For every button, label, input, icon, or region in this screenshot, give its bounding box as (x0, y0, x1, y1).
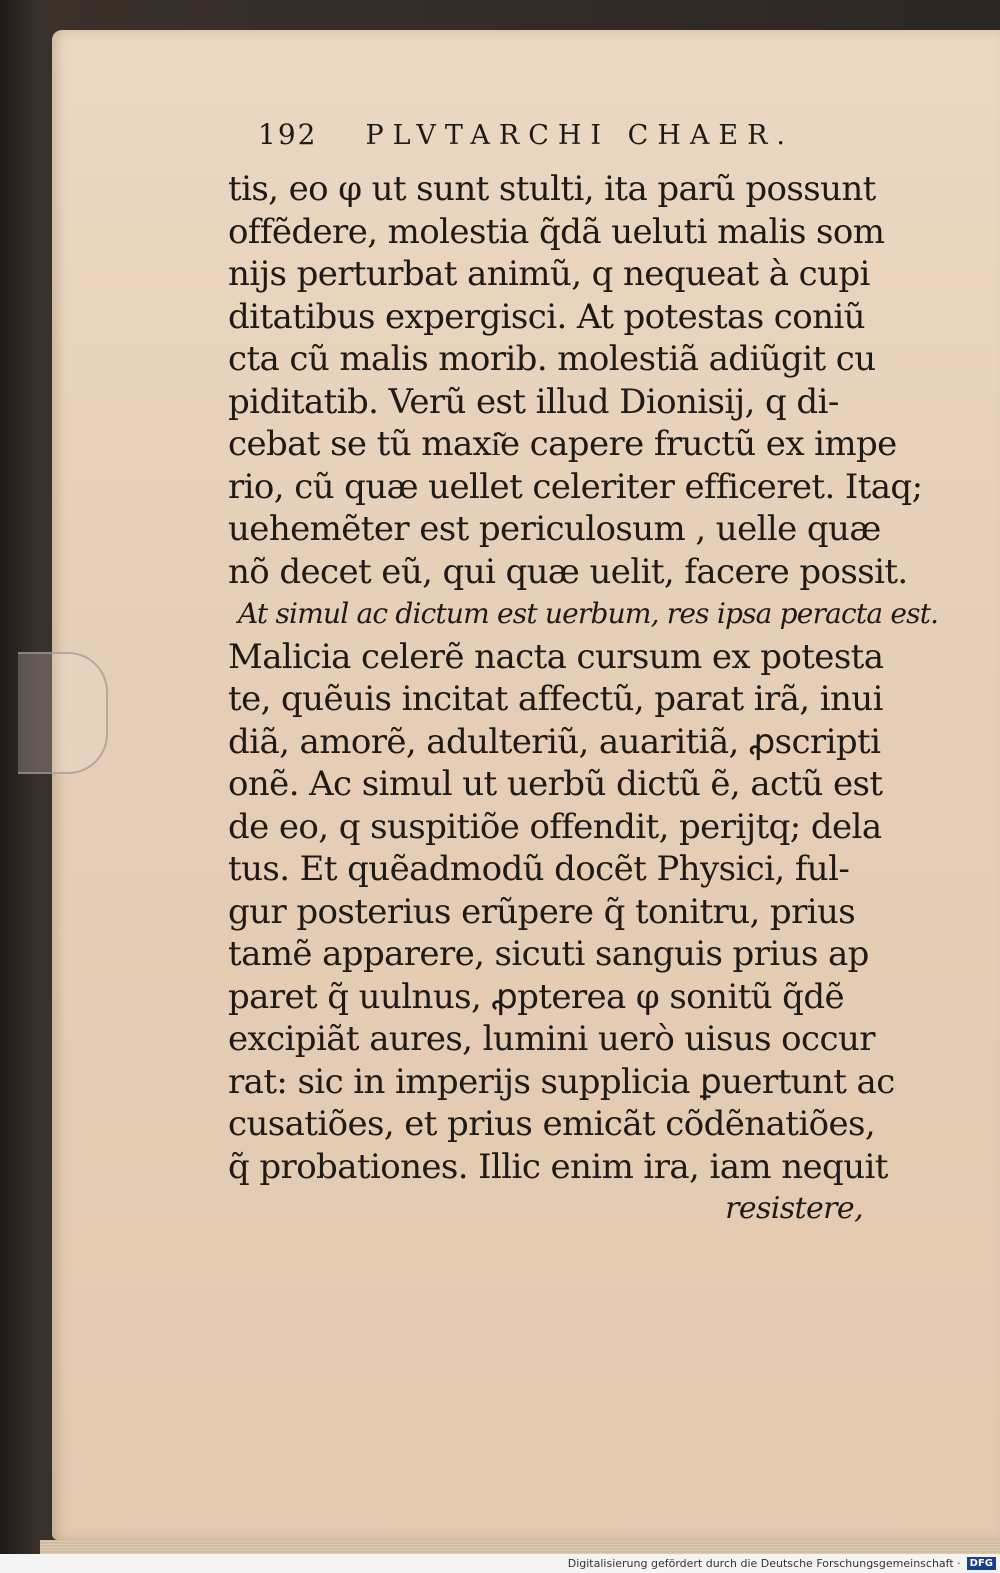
text-line: paret q̃ uulnus, ꝓpterea φ sonitũ q̃dẽ (228, 976, 845, 1017)
text-line: piditatib. Verũ est illud Dionisij, q di- (228, 381, 839, 422)
text-line: te, quẽuis incitat affectũ, parat irã, inui (228, 679, 883, 719)
text-line: rat: sic in imperijs supplicia ꝑuertunt ac (228, 1061, 895, 1102)
page-header (228, 118, 918, 168)
text-line: Malicia celerẽ nacta cursum ex potesta (228, 636, 884, 677)
running-title: PLVTARCHI CHAER. (365, 120, 794, 151)
footer-bar (0, 1554, 1000, 1573)
text-lines (228, 168, 939, 1231)
text-line: cebat se tũ maxi͂e capere fructũ ex impe (228, 424, 897, 464)
text-line: gur posterius erũpere q̃ tonitru, prius (228, 891, 856, 932)
text-line: offẽdere, molestia q̃dã ueluti malis som (228, 211, 885, 252)
page-number: 192 (258, 118, 318, 151)
text-line: cusatiões, et prius emicãt cõdẽnatiões, (228, 1104, 876, 1144)
text-line: nõ decet eũ, qui quæ uelit, facere possit. (228, 551, 908, 592)
dfg-logo: DFG (967, 1557, 996, 1570)
text-line: tamẽ apparere, sicuti sanguis prius ap (228, 934, 869, 974)
text-line: de eo, q suspitiõe offendit, perijtq; dela (228, 806, 882, 847)
text-line: tis, eo φ ut sunt stulti, ita parũ possunt (228, 169, 876, 209)
footer-credit: Digitalisierung gefördert durch die Deutsche Forschungsgemeinschaft · (567, 1557, 961, 1570)
text-line: ditatibus expergisci. At potestas coniũ (228, 296, 865, 337)
text-line: diã, amorẽ, adulteriũ, auaritiã, ꝓscripti (228, 721, 881, 762)
catchword: resistere, (725, 1191, 863, 1226)
text-block (228, 118, 939, 1231)
text-line: q̃ probationes. Illic enim ira, iam nequit (228, 1146, 888, 1187)
text-line: excipiãt aures, lumini uerò uisus occur (228, 1019, 875, 1059)
text-line: cta cũ malis morib. molestiã adiũgit cu (228, 339, 876, 379)
text-line: uehemẽter est periculosum , uelle quæ (228, 509, 881, 549)
text-line: nijs perturbat animũ, q nequeat à cupi (228, 254, 870, 294)
text-line: rio, cũ quæ uellet celeriter efficeret. Itaq; (228, 466, 923, 507)
page-edges (40, 1540, 1000, 1554)
text-line: tus. Et quẽadmodũ docẽt Physici, ful- (228, 849, 850, 889)
quotation-line: At simul ac dictum est uerbum, res ipsa peracta est. (238, 597, 939, 630)
page-clip-tab (18, 652, 108, 774)
text-line: onẽ. Ac simul ut uerbũ dictũ ẽ, actũ est (228, 764, 883, 804)
